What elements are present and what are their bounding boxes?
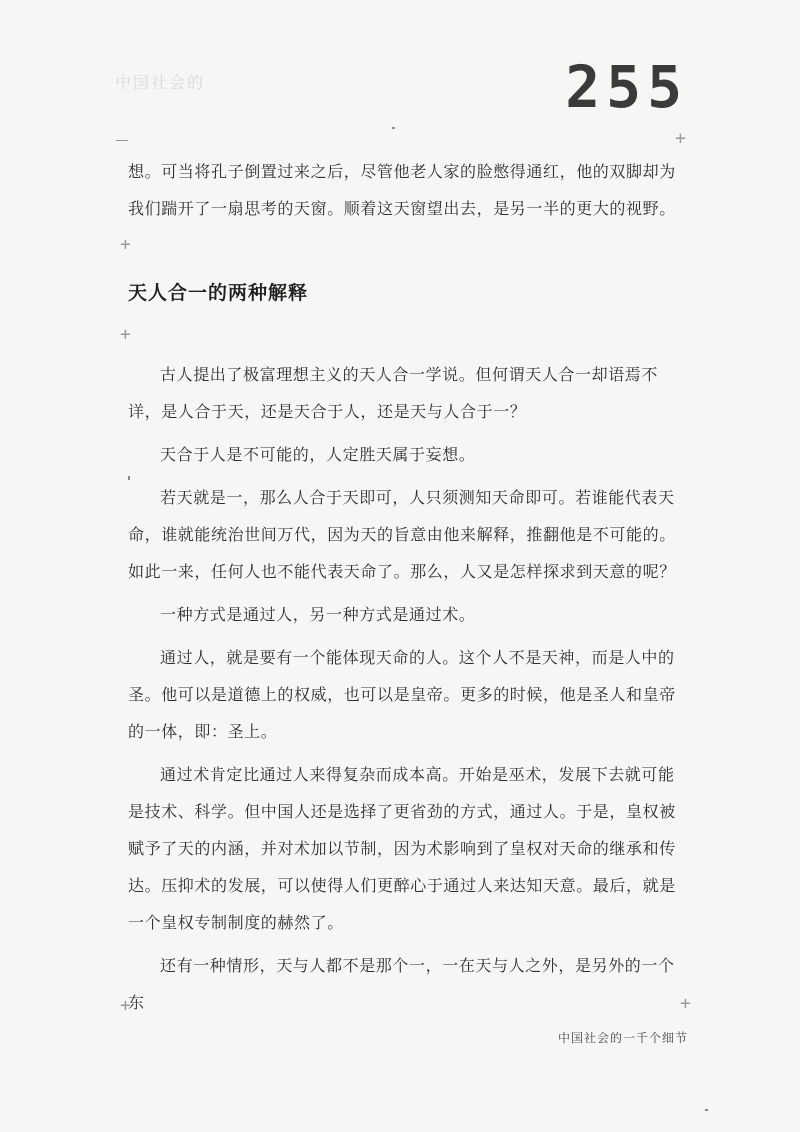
crop-mark-bottom-left: + bbox=[120, 995, 131, 1016]
scan-speck bbox=[705, 1109, 708, 1111]
crop-mark-bottom-right: + bbox=[680, 993, 691, 1014]
paragraph: 若天就是一，那么人合于天即可，人只须测知天命即可。若谁能代表天命，谁就能统治世间万代，因为天的旨意由他来解释，推翻他是不可能的。如此一来，任何人也不能代表天命了。那么，人又是怎样探求到天意的呢？ bbox=[128, 488, 676, 581]
page-number: 255 bbox=[565, 53, 688, 121]
paragraph: 天合于人是不可能的，人定胜天属于妄想。 bbox=[160, 445, 476, 464]
paragraph: 古人提出了极富理想主义的天人合一学说。但何谓天人合一却语焉不详，是人合于天，还是天合于人，还是天与人合于一？ bbox=[128, 365, 659, 421]
paragraph: 通过术肯定比通过人来得复杂而成本高。开始是巫术，发展下去就可能是技术、科学。但中国人还是选择了更省劲的方式，通过人。于是，皇权被赋予了天的内涵，并对术加以节制，因为术影响到了皇权对天命的继承和传达。压抑术的发展，可以使得人们更醉心于通过人来达知天意。最后，就是一个皇权专制制度的赫然了。 bbox=[128, 765, 676, 932]
paragraph: 一种方式是通过人，另一种方式是通过术。 bbox=[160, 605, 476, 624]
paragraph: 还有一种情形，天与人都不是那个一，一在天与人之外，是另外的一个东 bbox=[128, 956, 675, 1012]
paragraph: 通过人，就是要有一个能体现天命的人。这个人不是天神，而是人中的圣。他可以是道德上的权威，也可以是皇帝。更多的时候，他是圣人和皇帝的一体，即：圣上。 bbox=[128, 648, 676, 741]
section-heading: 天人合一的两种解释 bbox=[128, 282, 309, 304]
crop-mark-section-left: + bbox=[120, 324, 131, 345]
scan-speck bbox=[392, 127, 395, 129]
faint-header-text: 中国社会的 bbox=[115, 73, 206, 92]
footer-book-title: 中国社会的一千个细节 bbox=[557, 1031, 688, 1045]
intro-paragraph: 想。可当将孔子倒置过来之后，尽管他老人家的脸憋得通红，他的双脚却为我们踹开了一扇思考的天窗。顺着这天窗望出去，是另一半的更大的视野。 bbox=[128, 162, 676, 218]
crop-mark-top-right: + bbox=[675, 128, 686, 149]
crop-mark-top-left bbox=[116, 140, 128, 141]
crop-mark-intro-left: + bbox=[120, 234, 131, 255]
body-text bbox=[128, 356, 688, 1027]
